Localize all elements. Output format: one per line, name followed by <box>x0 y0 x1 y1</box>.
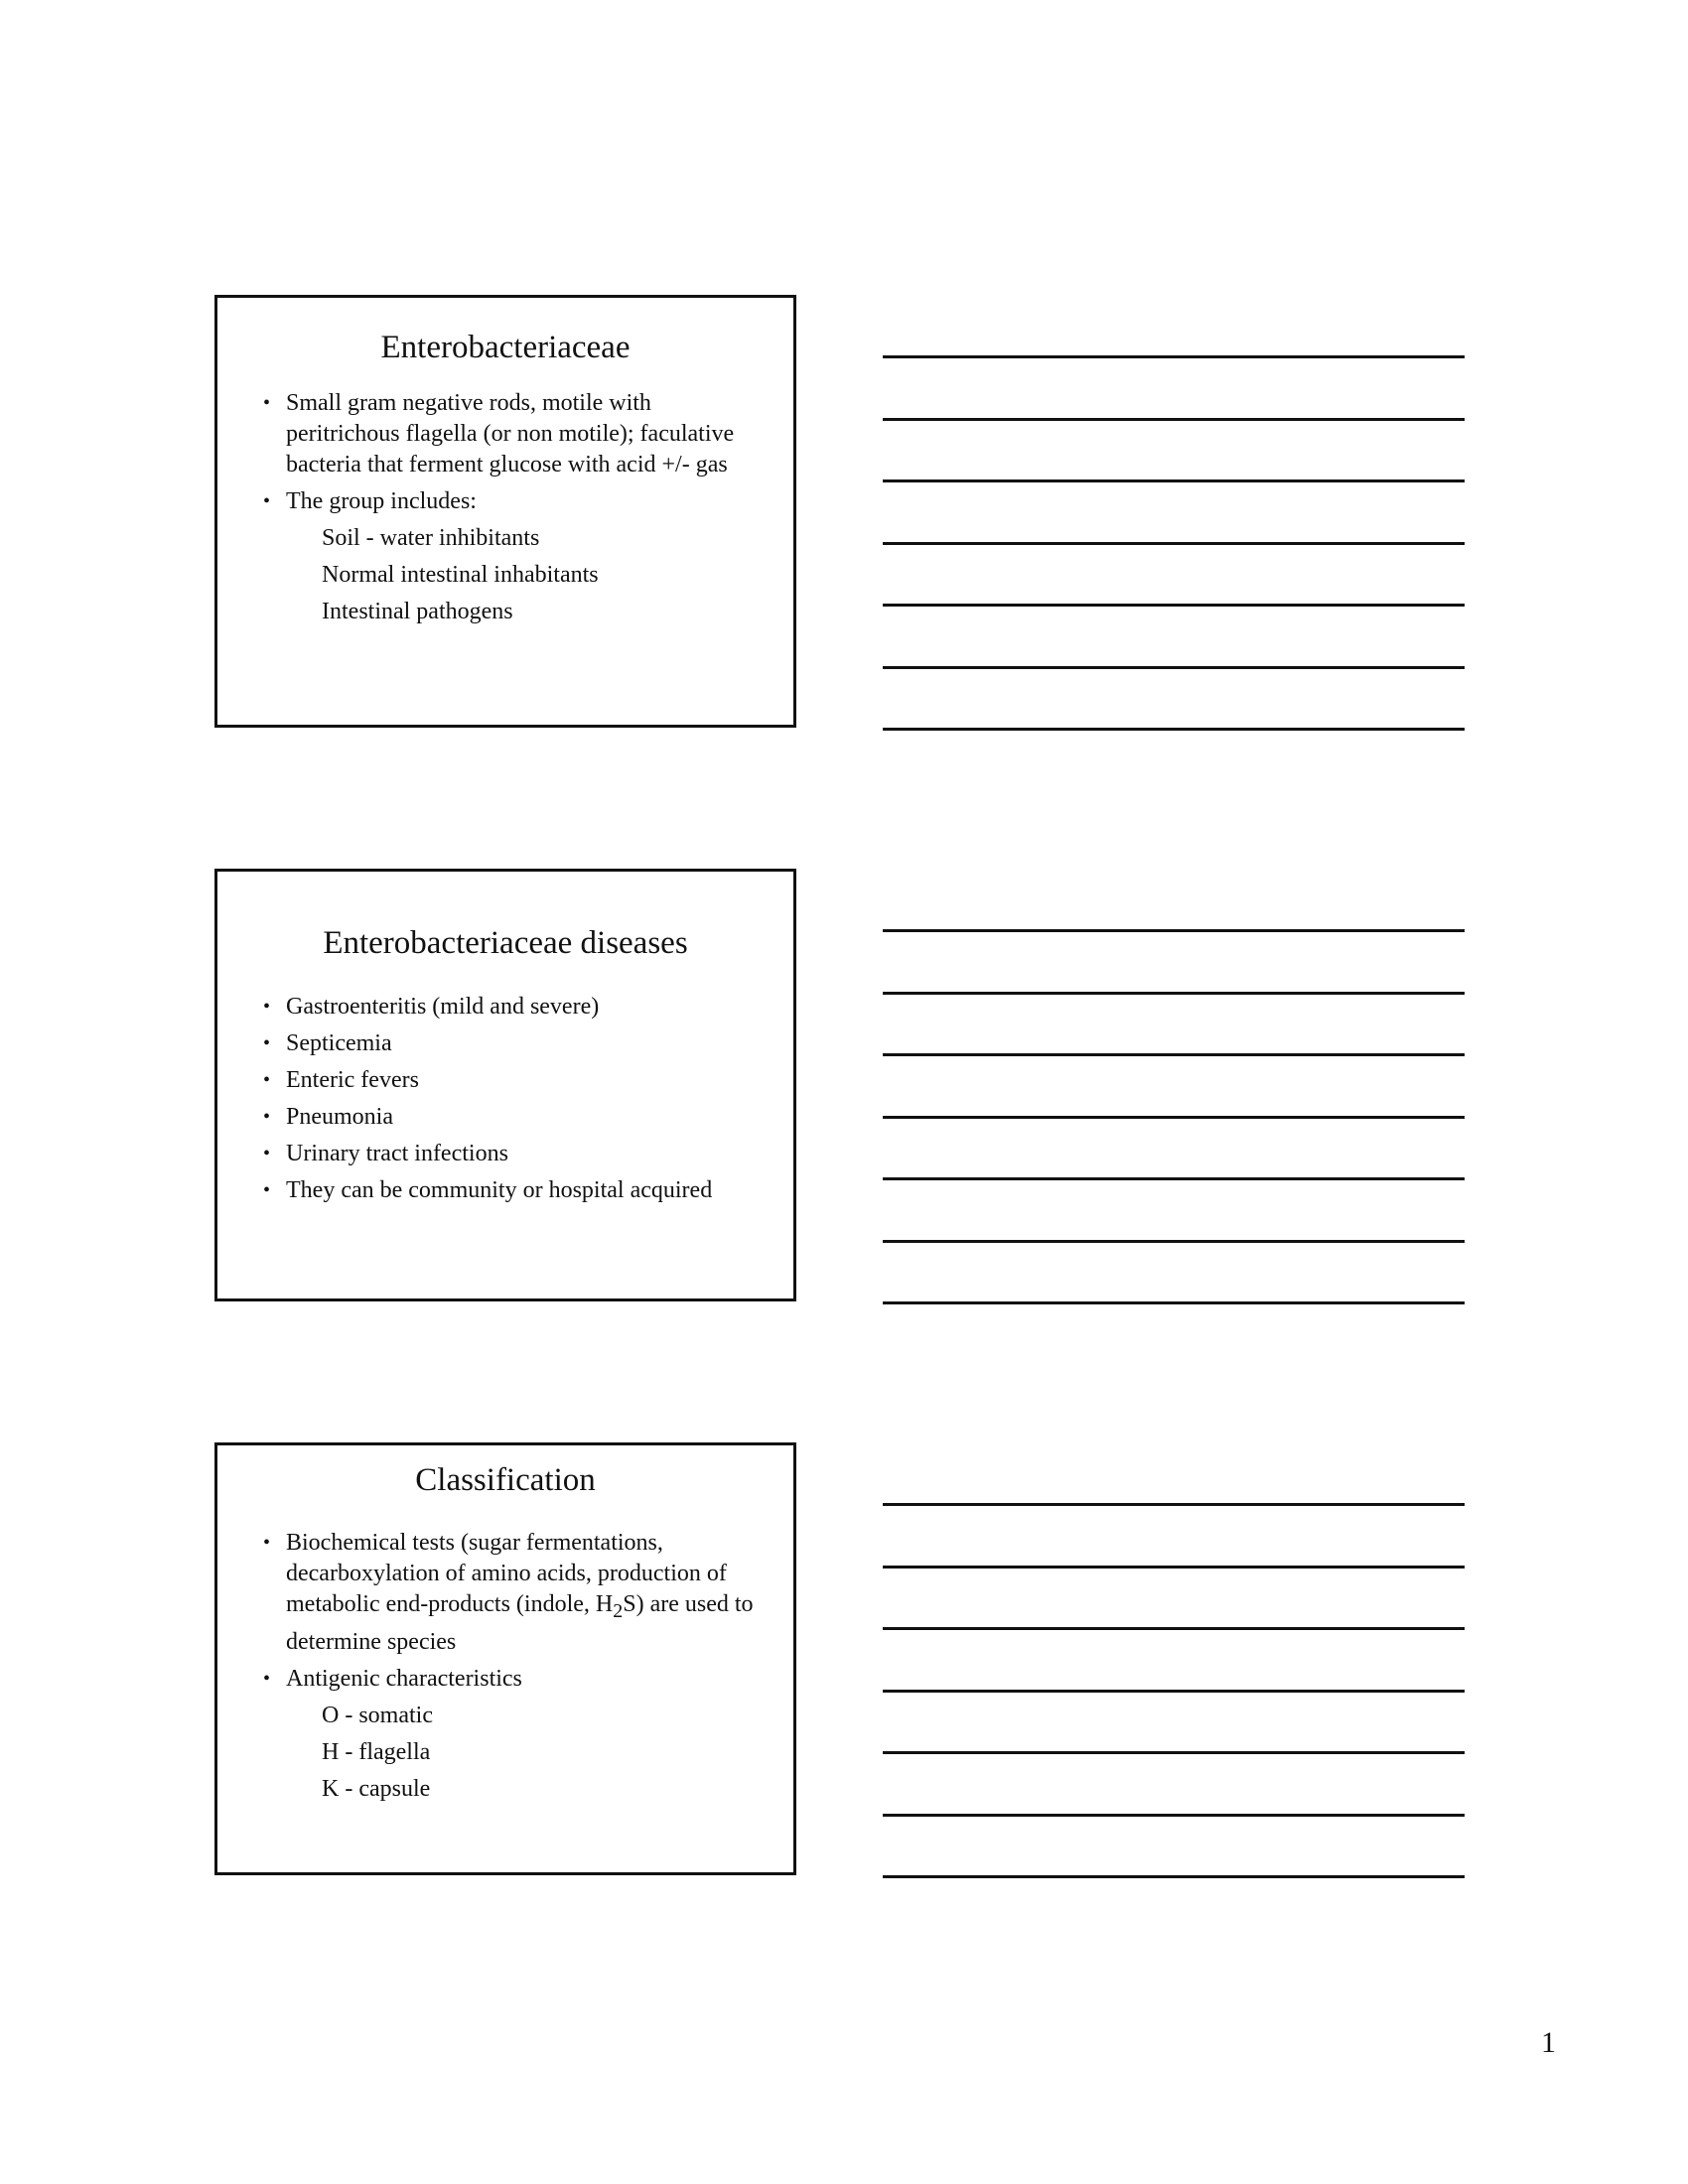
note-line <box>883 992 1465 995</box>
bullet-icon: • <box>263 1532 271 1554</box>
page-number: 1 <box>1541 2026 1556 2059</box>
note-line <box>883 1301 1465 1304</box>
slide-3 <box>214 1442 796 1875</box>
bullet-item: • Gastroenteritis (mild and severe) <box>217 992 793 1023</box>
bullet-item: • They can be community or hospital acquired <box>217 1175 793 1206</box>
note-line <box>883 418 1465 421</box>
bullet-icon: • <box>263 1069 271 1091</box>
bullet-item: • Antigenic characteristics <box>217 1664 793 1695</box>
note-line <box>883 1690 1465 1693</box>
bullet-list <box>217 388 793 627</box>
slide-title: Enterobacteriaceae diseases <box>323 925 688 961</box>
bullet-icon: • <box>263 996 271 1018</box>
note-line <box>883 479 1465 482</box>
note-line <box>883 1503 1465 1506</box>
sub-item: Intestinal pathogens <box>322 599 513 624</box>
bullet-icon: • <box>263 392 271 414</box>
bullet-icon: • <box>263 1106 271 1128</box>
bullet-list <box>217 1528 793 1805</box>
slide-1 <box>214 295 796 728</box>
note-line <box>883 604 1465 607</box>
note-line <box>883 1240 1465 1243</box>
bullet-item: • Septicemia <box>217 1028 793 1059</box>
slide-2 <box>214 869 796 1301</box>
note-line <box>883 1566 1465 1569</box>
bullet-list <box>217 992 793 1206</box>
note-line <box>883 1053 1465 1056</box>
note-line <box>883 542 1465 545</box>
sub-item: Soil - water inhibitants <box>322 525 540 551</box>
bullet-icon: • <box>263 1032 271 1054</box>
sub-item: Normal intestinal inhabitants <box>322 562 599 588</box>
sub-item: K - capsule <box>322 1775 431 1802</box>
note-line <box>883 1177 1465 1180</box>
note-line <box>883 1116 1465 1119</box>
note-line <box>883 1814 1465 1817</box>
bullet-item: • The group includes: <box>217 486 793 517</box>
note-line <box>883 929 1465 932</box>
bullet-icon: • <box>263 1143 271 1164</box>
bullet-item: • Biochemical tests (sugar fermentations, decarboxylation of amino acids, production of metabolic end-products (indole, $H_2S$) are used to determine species <box>263 1530 754 1655</box>
note-line <box>883 355 1465 358</box>
sub-item: H - flagella <box>322 1738 431 1765</box>
bullet-item: • Enteric fevers <box>217 1065 793 1096</box>
slide-title: Enterobacteriaceae <box>380 330 631 365</box>
note-line <box>883 666 1465 669</box>
bullet-icon: • <box>263 1179 271 1201</box>
note-line <box>883 728 1465 731</box>
note-line <box>883 1875 1465 1878</box>
slide-title: Classification <box>415 1462 596 1498</box>
sub-item: O - somatic <box>322 1702 433 1728</box>
bullet-icon: • <box>263 1667 271 1690</box>
bullet-icon: • <box>263 490 271 512</box>
bullet-item: • Pneumonia <box>217 1102 793 1133</box>
bullet-item: • Urinary tract infections <box>217 1139 793 1169</box>
note-line <box>883 1751 1465 1754</box>
note-line <box>883 1627 1465 1630</box>
bullet-item: • Small gram negative rods, motile with peritrichous flagella (or non motile); faculative bacteria that ferment glucose with acid +/- gas <box>263 390 735 478</box>
